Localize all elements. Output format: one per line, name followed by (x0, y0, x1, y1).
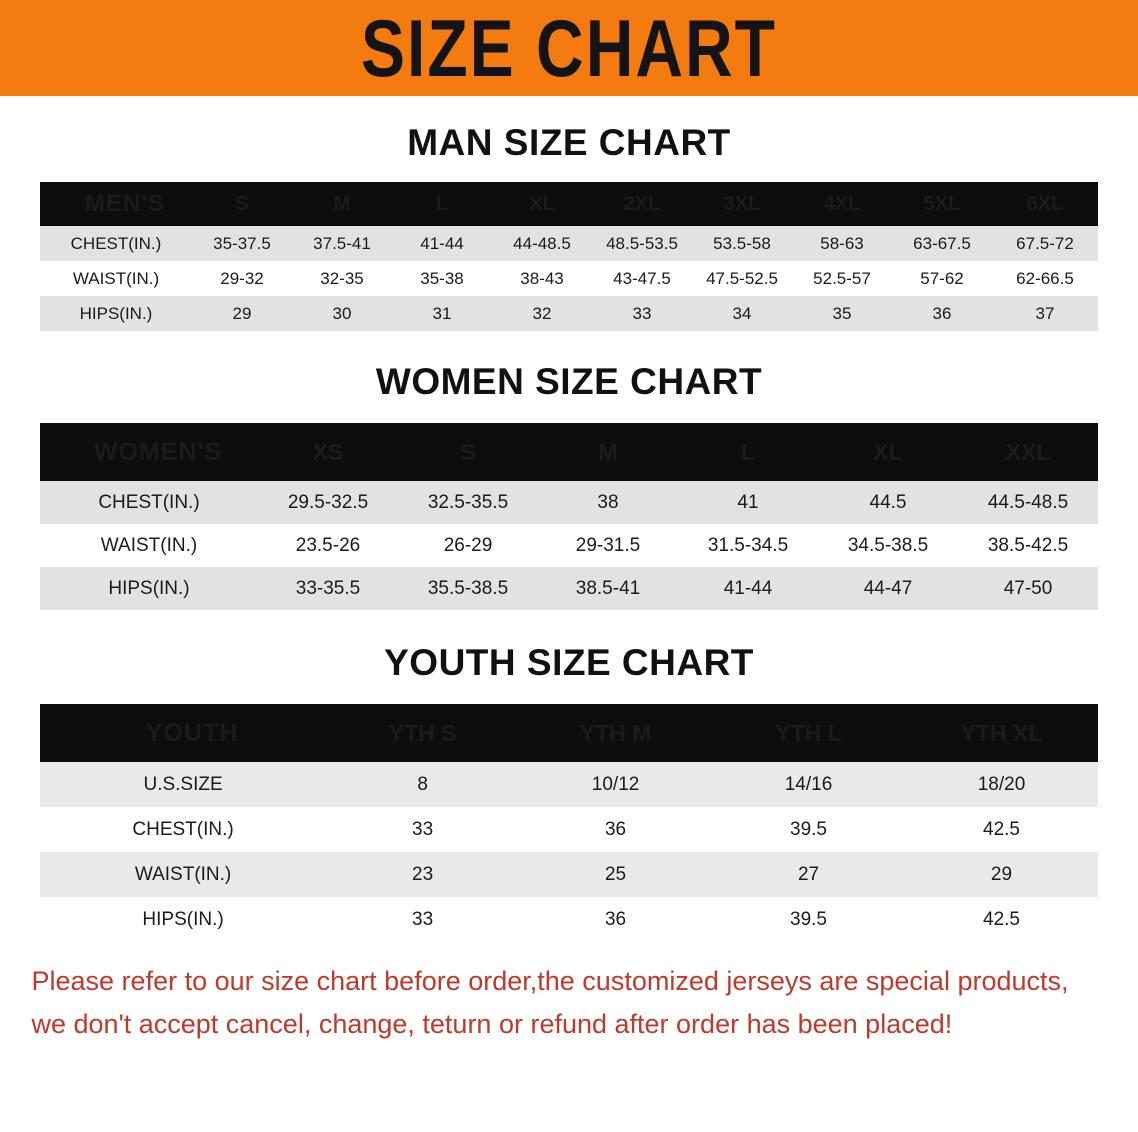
man-cell: 43-47.5 (592, 261, 692, 296)
man-column-header: 6XL (992, 182, 1098, 226)
youth-cell: 18/20 (905, 762, 1098, 807)
youth-row-label: HIPS(IN.) (40, 897, 326, 942)
youth-size-table (40, 704, 1098, 942)
women-cell: 47-50 (958, 567, 1098, 610)
women-cell: 29.5-32.5 (258, 481, 398, 524)
youth-row-label: U.S.SIZE (40, 762, 326, 807)
youth-cell: 42.5 (905, 897, 1098, 942)
youth-cell: 25 (519, 852, 712, 897)
women-section-heading: WOMEN SIZE CHART (375, 361, 763, 402)
women-column-header: M (538, 423, 678, 481)
women-cell: 44.5 (818, 481, 958, 524)
women-cell: 29-31.5 (538, 524, 678, 567)
youth-column-header: YTH L (712, 704, 905, 762)
youth-table-wrap (40, 704, 1098, 942)
table-row (40, 481, 1098, 524)
table-row (40, 524, 1098, 567)
youth-cell: 29 (905, 852, 1098, 897)
women-cell: 44-47 (818, 567, 958, 610)
youth-row-label: WAIST(IN.) (40, 852, 326, 897)
women-cell: 44.5-48.5 (958, 481, 1098, 524)
youth-column-header: YTH M (519, 704, 712, 762)
man-cell: 32 (492, 296, 592, 331)
women-cell: 31.5-34.5 (678, 524, 818, 567)
women-column-header: XXL (958, 423, 1098, 481)
man-cell: 29 (192, 296, 292, 331)
man-cell: 30 (292, 296, 392, 331)
order-note (32, 960, 1107, 1046)
table-row (40, 296, 1098, 331)
women-row-label: WAIST(IN.) (40, 524, 258, 567)
women-column-header: XL (818, 423, 958, 481)
man-cell: 29-32 (192, 261, 292, 296)
women-row-label: CHEST(IN.) (40, 481, 258, 524)
man-cell: 44-48.5 (492, 226, 592, 261)
man-cell: 34 (692, 296, 792, 331)
man-cell: 67.5-72 (992, 226, 1098, 261)
man-column-header: L (392, 182, 492, 226)
table-row (40, 261, 1098, 296)
youth-cell: 36 (519, 897, 712, 942)
man-row-label: HIPS(IN.) (40, 296, 192, 331)
women-cell: 35.5-38.5 (398, 567, 538, 610)
table-row (40, 567, 1098, 610)
women-cell: 38 (538, 481, 678, 524)
man-cell: 37 (992, 296, 1098, 331)
man-cell: 57-62 (892, 261, 992, 296)
man-cell: 35-37.5 (192, 226, 292, 261)
women-cell: 32.5-35.5 (398, 481, 538, 524)
man-cell: 32-35 (292, 261, 392, 296)
youth-cell: 42.5 (905, 807, 1098, 852)
man-cell: 52.5-57 (792, 261, 892, 296)
youth-header-row (40, 704, 1098, 762)
man-cell: 37.5-41 (292, 226, 392, 261)
man-column-header: 3XL (692, 182, 792, 226)
man-row-label: WAIST(IN.) (40, 261, 192, 296)
youth-row-label: CHEST(IN.) (40, 807, 326, 852)
table-row (40, 807, 1098, 852)
table-row (40, 852, 1098, 897)
man-column-header: XL (492, 182, 592, 226)
women-cell: 26-29 (398, 524, 538, 567)
man-cell: 38-43 (492, 261, 592, 296)
youth-cell: 33 (326, 807, 519, 852)
women-cell: 23.5-26 (258, 524, 398, 567)
women-column-header: XS (258, 423, 398, 481)
man-header-row (40, 182, 1098, 226)
page-banner (0, 0, 1138, 96)
man-header-label: MEN'S (40, 182, 192, 226)
women-size-table (40, 423, 1098, 610)
youth-section-heading: YOUTH SIZE CHART (384, 642, 754, 683)
women-column-header: S (398, 423, 538, 481)
page-title: SIZE CHART (361, 2, 777, 94)
man-cell: 58-63 (792, 226, 892, 261)
women-cell: 41 (678, 481, 818, 524)
man-column-header: 2XL (592, 182, 692, 226)
youth-cell: 10/12 (519, 762, 712, 807)
youth-cell: 39.5 (712, 807, 905, 852)
man-cell: 41-44 (392, 226, 492, 261)
youth-cell: 36 (519, 807, 712, 852)
man-cell: 35 (792, 296, 892, 331)
man-cell: 53.5-58 (692, 226, 792, 261)
man-cell: 48.5-53.5 (592, 226, 692, 261)
women-cell: 41-44 (678, 567, 818, 610)
women-cell: 33-35.5 (258, 567, 398, 610)
order-note-line-1: Please refer to our size chart before order,the customized jerseys are special products, (31, 966, 1069, 996)
youth-header-label: YOUTH (40, 704, 326, 762)
women-table-wrap (40, 423, 1098, 610)
youth-column-header: YTH S (326, 704, 519, 762)
man-size-table (40, 182, 1098, 331)
man-cell: 31 (392, 296, 492, 331)
man-section-heading: MAN SIZE CHART (407, 122, 731, 163)
women-header-row (40, 423, 1098, 481)
women-cell: 38.5-42.5 (958, 524, 1098, 567)
man-cell: 47.5-52.5 (692, 261, 792, 296)
women-header-label: WOMEN'S (40, 423, 258, 481)
table-row (40, 226, 1098, 261)
table-row (40, 897, 1098, 942)
man-column-header: M (292, 182, 392, 226)
youth-cell: 27 (712, 852, 905, 897)
table-row (40, 762, 1098, 807)
order-note-line-2: we don't accept cancel, change, teturn or refund after order has been placed! (31, 1009, 953, 1040)
man-table-wrap (40, 182, 1098, 331)
youth-cell: 39.5 (712, 897, 905, 942)
women-cell: 34.5-38.5 (818, 524, 958, 567)
man-row-label: CHEST(IN.) (40, 226, 192, 261)
man-column-header: 5XL (892, 182, 992, 226)
man-cell: 62-66.5 (992, 261, 1098, 296)
youth-cell: 23 (326, 852, 519, 897)
man-cell: 33 (592, 296, 692, 331)
women-row-label: HIPS(IN.) (40, 567, 258, 610)
youth-cell: 14/16 (712, 762, 905, 807)
man-cell: 36 (892, 296, 992, 331)
man-cell: 35-38 (392, 261, 492, 296)
youth-cell: 8 (326, 762, 519, 807)
women-column-header: L (678, 423, 818, 481)
man-cell: 63-67.5 (892, 226, 992, 261)
youth-column-header: YTH XL (905, 704, 1098, 762)
youth-cell: 33 (326, 897, 519, 942)
women-cell: 38.5-41 (538, 567, 678, 610)
man-column-header: 4XL (792, 182, 892, 226)
man-column-header: S (192, 182, 292, 226)
